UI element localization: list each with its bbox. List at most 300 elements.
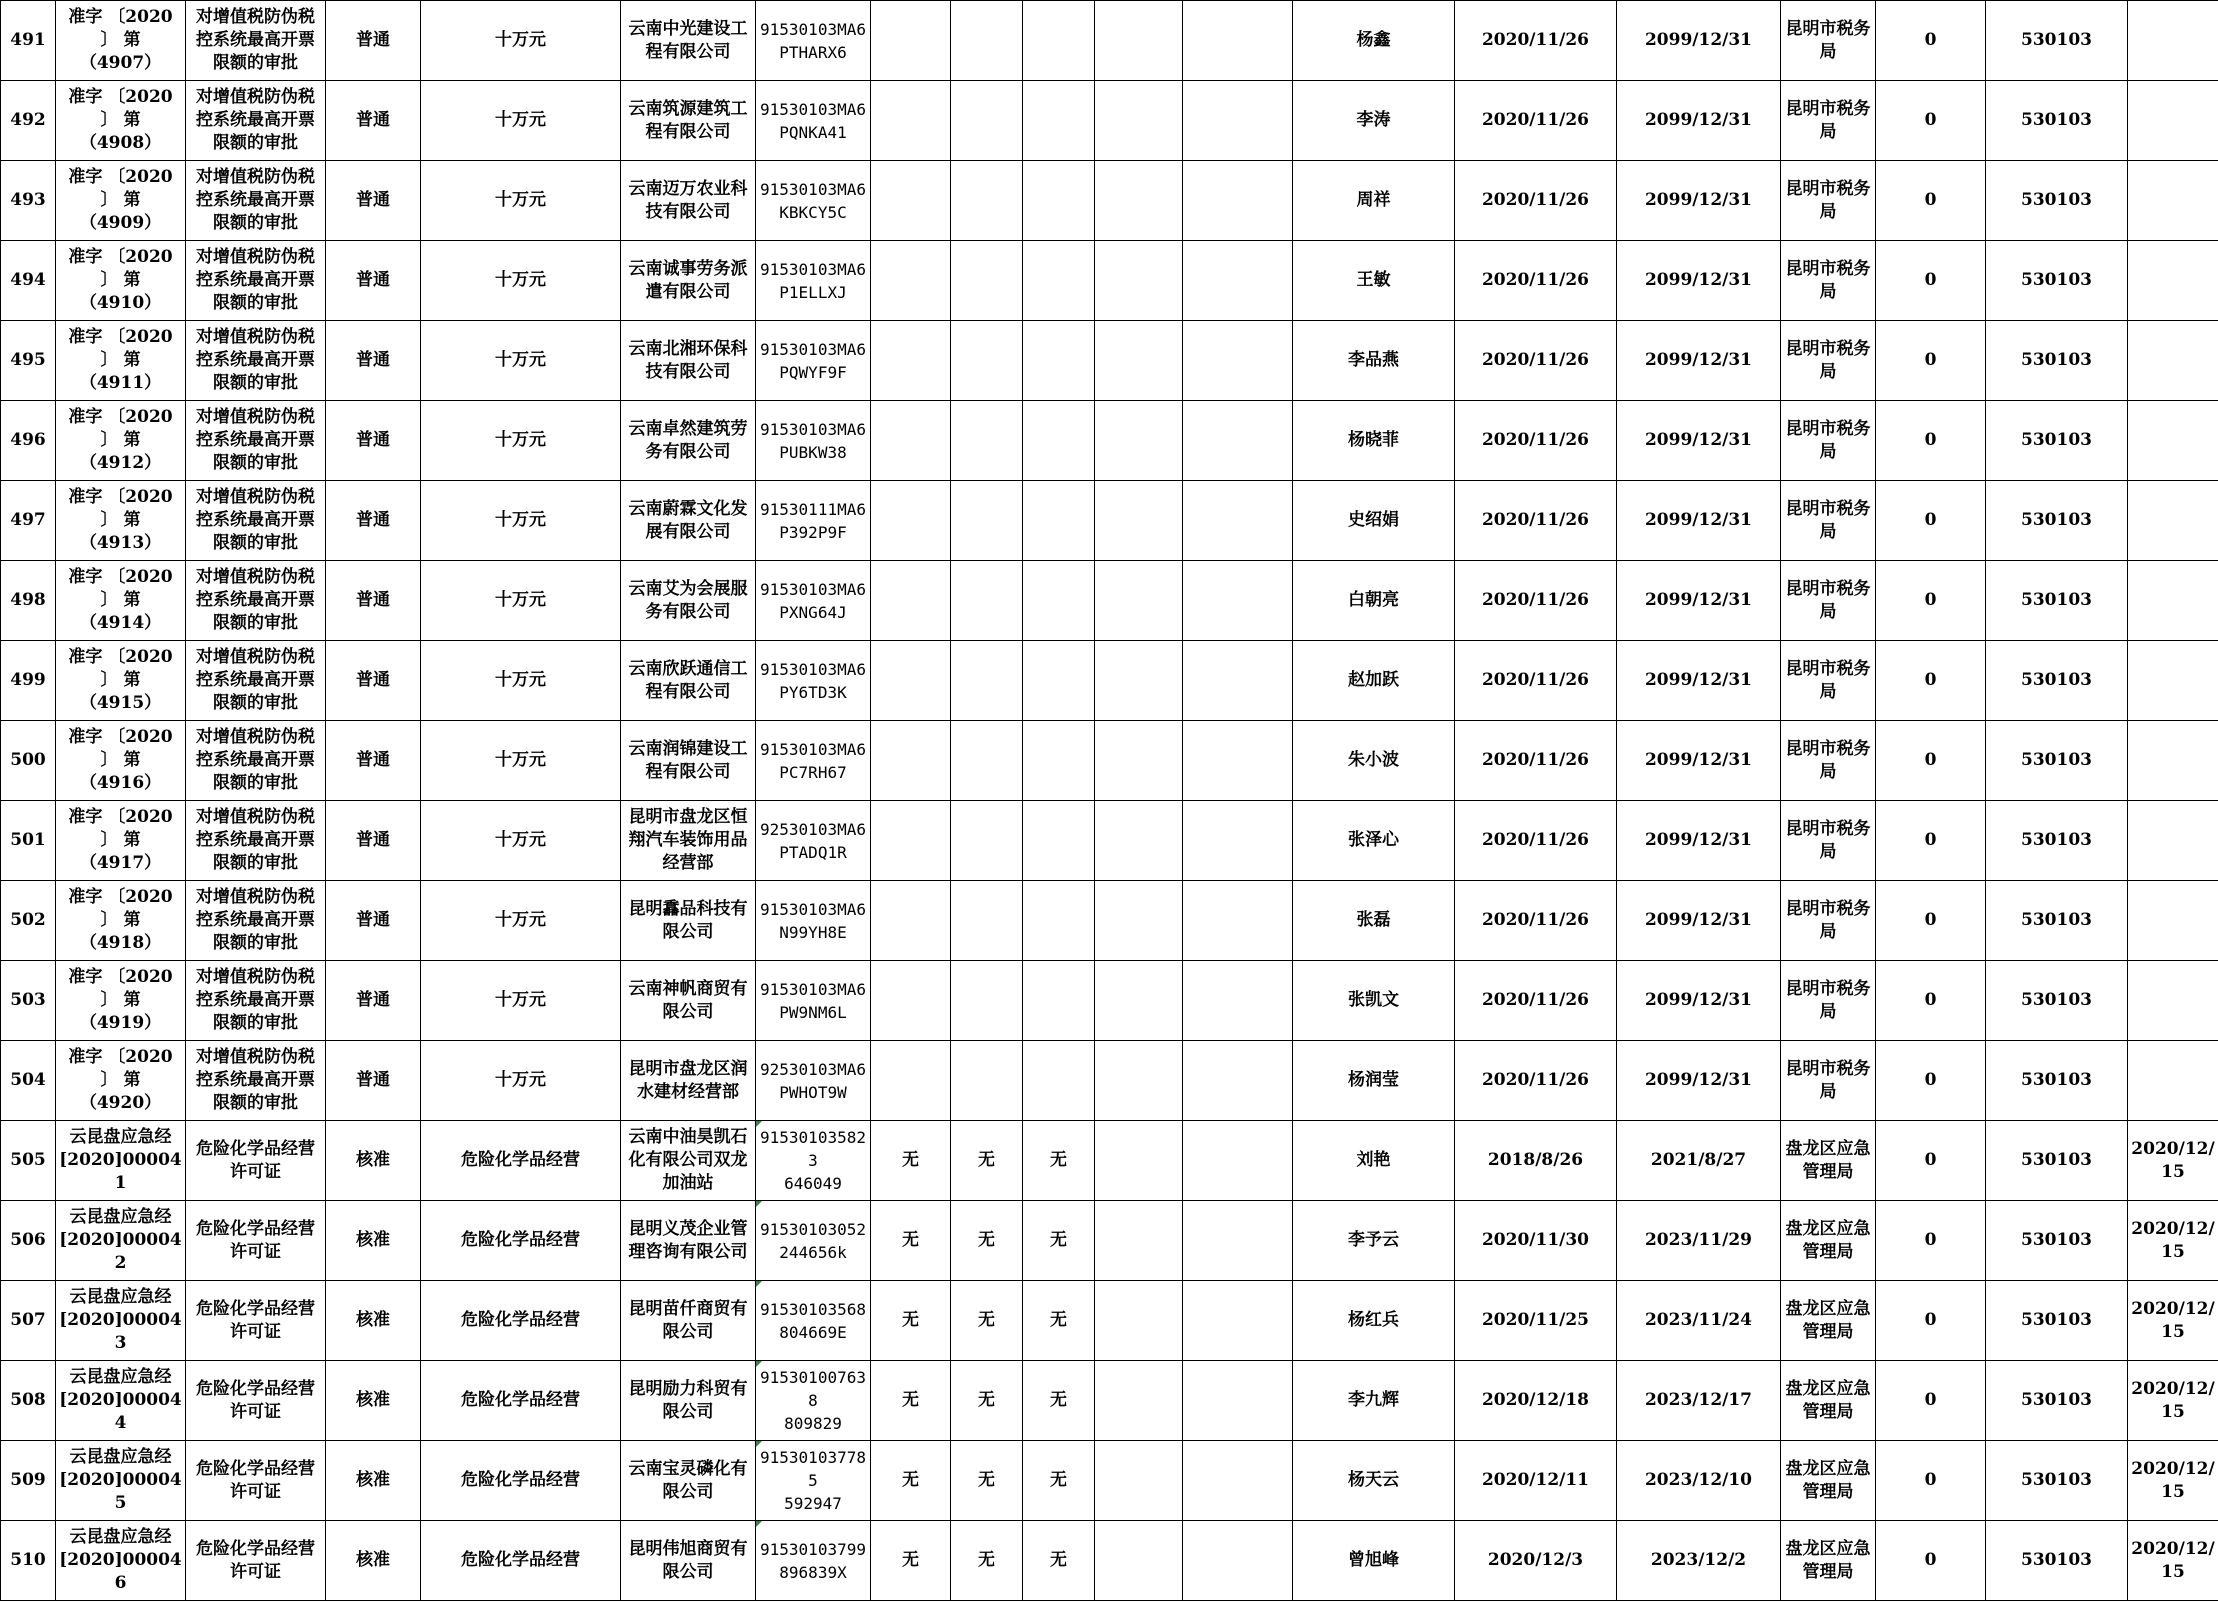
table-row (1, 1441, 2218, 1521)
cell-line: PTHARX6 (779, 42, 847, 62)
org-cell: 昆明馫品科技有限公司 (621, 881, 756, 961)
none-cell: 无 (951, 1201, 1023, 1281)
table-row (1, 481, 2218, 561)
region-code-cell: 530103 (1986, 241, 2128, 321)
empty-cell (1095, 561, 1183, 641)
table-row (1, 961, 2218, 1041)
table-row (1, 81, 2218, 161)
credit-code-cell (756, 721, 871, 801)
empty-cell (1183, 721, 1293, 801)
empty-cell (871, 561, 951, 641)
cell-line: （4914） (79, 613, 162, 633)
row-number: 499 (1, 641, 56, 721)
credit-code-cell (756, 881, 871, 961)
type-cell: 普通 (326, 1041, 421, 1121)
empty-cell (1095, 241, 1183, 321)
empty-cell (951, 401, 1023, 481)
doc-number-cell (56, 1121, 186, 1201)
empty-cell (871, 1, 951, 81)
cell-line: PWHOT9W (779, 1082, 847, 1102)
org-cell: 昆明苗仟商贸有限公司 (621, 1281, 756, 1361)
authority-cell: 昆明市税务局 (1781, 481, 1876, 561)
empty-cell (1023, 881, 1095, 961)
org-cell: 昆明义茂企业管理咨询有限公司 (621, 1201, 756, 1281)
org-cell: 云南中油昊凯石化有限公司双龙加油站 (621, 1121, 756, 1201)
credit-code-cell (756, 1521, 871, 1601)
content-cell: 十万元 (421, 81, 621, 161)
empty-cell (1183, 1441, 1293, 1521)
cell-line: （4917） (79, 853, 162, 873)
doc-number-cell (56, 801, 186, 881)
cell-line: PW9NM6L (779, 1002, 847, 1022)
content-cell: 危险化学品经营 (421, 1361, 621, 1441)
row-number: 498 (1, 561, 56, 641)
cell-line: 915301007638 (760, 1368, 866, 1410)
row-number: 507 (1, 1281, 56, 1361)
table-row (1, 1121, 2218, 1201)
empty-cell (1183, 641, 1293, 721)
credit-code-cell (756, 481, 871, 561)
cell-line: 准字 〔2020 (68, 167, 173, 187)
cell-line: 准字 〔2020 (68, 1047, 173, 1067)
item-cell: 对增值税防伪税控系统最高开票限额的审批 (186, 321, 326, 401)
cell-line: 244656k (779, 1242, 847, 1262)
credit-code-cell (756, 401, 871, 481)
status-cell: 0 (1876, 721, 1986, 801)
cell-line: 646049 (784, 1174, 842, 1193)
org-cell: 云南神帆商贸有限公司 (621, 961, 756, 1041)
empty-cell (871, 241, 951, 321)
status-cell: 0 (1876, 481, 1986, 561)
empty-cell (951, 161, 1023, 241)
row-number: 491 (1, 1, 56, 81)
doc-number-cell (56, 1281, 186, 1361)
content-cell: 十万元 (421, 641, 621, 721)
empty-cell (871, 81, 951, 161)
empty-cell (1095, 1, 1183, 81)
cell-line: （4911） (79, 373, 162, 393)
empty-cell (1023, 161, 1095, 241)
empty-cell (2128, 161, 2218, 241)
valid-from-cell: 2020/11/26 (1455, 801, 1617, 881)
cell-line: 准字 〔2020 (68, 887, 173, 907)
type-cell: 普通 (326, 561, 421, 641)
org-cell: 云南中光建设工程有限公司 (621, 1, 756, 81)
cell-line: 准字 〔2020 (68, 327, 173, 347)
valid-from-cell: 2020/11/26 (1455, 401, 1617, 481)
publish-date-cell: 2020/12/15 (2128, 1201, 2218, 1281)
empty-cell (1023, 721, 1095, 801)
content-cell: 十万元 (421, 481, 621, 561)
doc-number-cell (56, 1441, 186, 1521)
none-cell: 无 (951, 1281, 1023, 1361)
org-cell: 云南筑源建筑工程有限公司 (621, 81, 756, 161)
type-cell: 核准 (326, 1201, 421, 1281)
person-cell: 张磊 (1293, 881, 1455, 961)
content-cell: 十万元 (421, 321, 621, 401)
empty-cell (1095, 801, 1183, 881)
authority-cell: 昆明市税务局 (1781, 1041, 1876, 1121)
region-code-cell: 530103 (1986, 1, 2128, 81)
cell-line: 896839X (779, 1562, 847, 1582)
cell-line: 92530103MA6 (760, 819, 866, 839)
valid-from-cell: 2020/11/26 (1455, 481, 1617, 561)
person-cell: 周祥 (1293, 161, 1455, 241)
valid-from-cell: 2020/11/26 (1455, 241, 1617, 321)
cell-line: 915301035823 (760, 1128, 866, 1170)
status-cell: 0 (1876, 561, 1986, 641)
cell-line: 〕 第 (100, 110, 141, 130)
item-cell: 对增值税防伪税控系统最高开票限额的审批 (186, 481, 326, 561)
empty-cell (1095, 881, 1183, 961)
item-cell: 对增值税防伪税控系统最高开票限额的审批 (186, 961, 326, 1041)
cell-line: KBKCY5C (779, 202, 847, 222)
empty-cell (871, 961, 951, 1041)
table-row (1, 641, 2218, 721)
status-cell: 0 (1876, 1521, 1986, 1601)
valid-to-cell: 2021/8/27 (1617, 1121, 1781, 1201)
item-cell: 危险化学品经营许可证 (186, 1201, 326, 1281)
table-row (1, 321, 2218, 401)
valid-from-cell: 2018/8/26 (1455, 1121, 1617, 1201)
row-number: 509 (1, 1441, 56, 1521)
empty-cell (1095, 641, 1183, 721)
status-cell: 0 (1876, 401, 1986, 481)
row-number: 495 (1, 321, 56, 401)
empty-cell (2128, 801, 2218, 881)
content-cell: 十万元 (421, 1, 621, 81)
credit-code-cell (756, 641, 871, 721)
cell-line: 〕 第 (100, 750, 141, 770)
type-cell: 普通 (326, 881, 421, 961)
table-row (1, 401, 2218, 481)
region-code-cell: 530103 (1986, 81, 2128, 161)
row-number: 501 (1, 801, 56, 881)
empty-cell (1023, 801, 1095, 881)
cell-line: 准字 〔2020 (68, 247, 173, 267)
empty-cell (951, 1041, 1023, 1121)
credit-code-cell (756, 81, 871, 161)
empty-cell (1095, 1281, 1183, 1361)
empty-cell (1183, 1521, 1293, 1601)
person-cell: 赵加跃 (1293, 641, 1455, 721)
publish-date-cell: 2020/12/15 (2128, 1441, 2218, 1521)
empty-cell (2128, 1, 2218, 81)
row-number: 492 (1, 81, 56, 161)
table-row (1, 1041, 2218, 1121)
cell-line: 91530103MA6 (760, 979, 866, 999)
status-cell: 0 (1876, 641, 1986, 721)
cell-line: 〕 第 (100, 350, 141, 370)
item-cell: 危险化学品经营许可证 (186, 1281, 326, 1361)
authority-cell: 昆明市税务局 (1781, 241, 1876, 321)
authority-cell: 昆明市税务局 (1781, 881, 1876, 961)
cell-line: 915301037785 (760, 1448, 866, 1490)
cell-line: 云昆盘应急经 (69, 1127, 172, 1147)
cell-line: PQWYF9F (779, 362, 847, 382)
none-cell: 无 (871, 1121, 951, 1201)
region-code-cell: 530103 (1986, 321, 2128, 401)
empty-cell (1095, 1041, 1183, 1121)
credit-code-cell (756, 961, 871, 1041)
publish-date-cell: 2020/12/15 (2128, 1281, 2218, 1361)
empty-cell (1183, 81, 1293, 161)
table-row (1, 721, 2218, 801)
authority-cell: 昆明市税务局 (1781, 81, 1876, 161)
none-cell: 无 (951, 1441, 1023, 1521)
cell-line: [2020]000043 (59, 1310, 182, 1353)
person-cell: 李涛 (1293, 81, 1455, 161)
authority-cell: 盘龙区应急管理局 (1781, 1521, 1876, 1601)
empty-cell (1183, 1361, 1293, 1441)
publish-date-cell: 2020/12/15 (2128, 1121, 2218, 1201)
org-cell: 云南润锦建设工程有限公司 (621, 721, 756, 801)
empty-cell (951, 1, 1023, 81)
cell-line: 〕 第 (100, 670, 141, 690)
empty-cell (951, 721, 1023, 801)
status-cell: 0 (1876, 321, 1986, 401)
region-code-cell: 530103 (1986, 1201, 2128, 1281)
table-row (1, 881, 2218, 961)
person-cell: 杨鑫 (1293, 1, 1455, 81)
doc-number-cell (56, 881, 186, 961)
empty-cell (1183, 241, 1293, 321)
cell-line: 91530103MA6 (760, 579, 866, 599)
table-row (1, 561, 2218, 641)
type-cell: 核准 (326, 1441, 421, 1521)
org-cell: 云南北湘环保科技有限公司 (621, 321, 756, 401)
item-cell: 对增值税防伪税控系统最高开票限额的审批 (186, 881, 326, 961)
credit-code-cell (756, 161, 871, 241)
authority-cell: 盘龙区应急管理局 (1781, 1361, 1876, 1441)
none-cell: 无 (1023, 1361, 1095, 1441)
cell-line: PXNG64J (779, 602, 847, 622)
cell-line: [2020]000046 (59, 1550, 182, 1593)
none-cell: 无 (871, 1441, 951, 1521)
valid-to-cell: 2099/12/31 (1617, 641, 1781, 721)
doc-number-cell (56, 321, 186, 401)
cell-line: 〕 第 (100, 30, 141, 50)
credit-code-cell (756, 561, 871, 641)
empty-cell (1095, 481, 1183, 561)
empty-cell (1023, 81, 1095, 161)
cell-line: 91530103MA6 (760, 659, 866, 679)
none-cell: 无 (871, 1201, 951, 1281)
cell-line: [2020]000044 (59, 1390, 182, 1433)
valid-to-cell: 2023/11/24 (1617, 1281, 1781, 1361)
doc-number-cell (56, 1521, 186, 1601)
cell-line: 〕 第 (100, 830, 141, 850)
person-cell: 刘艳 (1293, 1121, 1455, 1201)
cell-line: 〕 第 (100, 590, 141, 610)
row-number: 496 (1, 401, 56, 481)
cell-line: P1ELLXJ (779, 282, 847, 302)
cell-line: （4916） (79, 773, 162, 793)
valid-from-cell: 2020/11/26 (1455, 561, 1617, 641)
valid-to-cell: 2099/12/31 (1617, 721, 1781, 801)
org-cell: 云南蔚霖文化发展有限公司 (621, 481, 756, 561)
cell-line: （4920） (79, 1093, 162, 1113)
region-code-cell: 530103 (1986, 1121, 2128, 1201)
none-cell: 无 (1023, 1441, 1095, 1521)
type-cell: 普通 (326, 801, 421, 881)
doc-number-cell (56, 241, 186, 321)
type-cell: 普通 (326, 641, 421, 721)
table-row (1, 161, 2218, 241)
cell-line: 〕 第 (100, 510, 141, 530)
valid-from-cell: 2020/11/25 (1455, 1281, 1617, 1361)
authority-cell: 昆明市税务局 (1781, 801, 1876, 881)
row-number: 510 (1, 1521, 56, 1601)
item-cell: 对增值税防伪税控系统最高开票限额的审批 (186, 401, 326, 481)
empty-cell (2128, 721, 2218, 801)
item-cell: 对增值税防伪税控系统最高开票限额的审批 (186, 801, 326, 881)
row-number: 502 (1, 881, 56, 961)
org-cell: 昆明伟旭商贸有限公司 (621, 1521, 756, 1601)
empty-cell (1023, 321, 1095, 401)
valid-to-cell: 2099/12/31 (1617, 241, 1781, 321)
cell-line: （4915） (79, 693, 162, 713)
table-row (1, 1521, 2218, 1601)
empty-cell (951, 241, 1023, 321)
cell-line: 91530103MA6 (760, 179, 866, 199)
valid-from-cell: 2020/12/11 (1455, 1441, 1617, 1521)
empty-cell (2128, 561, 2218, 641)
empty-cell (2128, 321, 2218, 401)
item-cell: 对增值税防伪税控系统最高开票限额的审批 (186, 161, 326, 241)
table-row (1, 1281, 2218, 1361)
empty-cell (871, 881, 951, 961)
empty-cell (1095, 401, 1183, 481)
cell-line: 云昆盘应急经 (69, 1367, 172, 1387)
type-cell: 普通 (326, 81, 421, 161)
person-cell: 杨润莹 (1293, 1041, 1455, 1121)
person-cell: 王敏 (1293, 241, 1455, 321)
region-code-cell: 530103 (1986, 881, 2128, 961)
empty-cell (1095, 321, 1183, 401)
empty-cell (1183, 1281, 1293, 1361)
empty-cell (1183, 1, 1293, 81)
authority-cell: 昆明市税务局 (1781, 1, 1876, 81)
doc-number-cell (56, 1201, 186, 1281)
permit-table-body (1, 1, 2218, 1601)
cell-line: 准字 〔2020 (68, 967, 173, 987)
cell-line: 〕 第 (100, 990, 141, 1010)
region-code-cell: 530103 (1986, 961, 2128, 1041)
valid-from-cell: 2020/11/26 (1455, 321, 1617, 401)
org-cell: 云南卓然建筑劳务有限公司 (621, 401, 756, 481)
cell-line: （4910） (79, 293, 162, 313)
row-number: 500 (1, 721, 56, 801)
person-cell: 杨晓菲 (1293, 401, 1455, 481)
item-cell: 对增值税防伪税控系统最高开票限额的审批 (186, 1041, 326, 1121)
cell-line: 〕 第 (100, 910, 141, 930)
empty-cell (1095, 81, 1183, 161)
authority-cell: 昆明市税务局 (1781, 721, 1876, 801)
content-cell: 十万元 (421, 161, 621, 241)
status-cell: 0 (1876, 801, 1986, 881)
cell-line: PY6TD3K (779, 682, 847, 702)
person-cell: 张凯文 (1293, 961, 1455, 1041)
credit-code-cell (756, 1281, 871, 1361)
authority-cell: 盘龙区应急管理局 (1781, 1121, 1876, 1201)
credit-code-cell (756, 1441, 871, 1521)
cell-line: 91530103568 (760, 1299, 866, 1319)
empty-cell (1183, 1121, 1293, 1201)
cell-line: 准字 〔2020 (68, 7, 173, 27)
cell-line: 91530103052 (760, 1219, 866, 1239)
cell-line: N99YH8E (779, 922, 847, 942)
cell-line: 准字 〔2020 (68, 487, 173, 507)
cell-line: （4912） (79, 453, 162, 473)
empty-cell (871, 481, 951, 561)
person-cell: 李九辉 (1293, 1361, 1455, 1441)
content-cell: 十万元 (421, 561, 621, 641)
status-cell: 0 (1876, 1, 1986, 81)
person-cell: 张泽心 (1293, 801, 1455, 881)
empty-cell (1183, 481, 1293, 561)
type-cell: 普通 (326, 481, 421, 561)
empty-cell (951, 961, 1023, 1041)
valid-from-cell: 2020/11/26 (1455, 1, 1617, 81)
empty-cell (1095, 721, 1183, 801)
item-cell: 对增值税防伪税控系统最高开票限额的审批 (186, 721, 326, 801)
doc-number-cell (56, 81, 186, 161)
authority-cell: 昆明市税务局 (1781, 401, 1876, 481)
empty-cell (1183, 1041, 1293, 1121)
none-cell: 无 (1023, 1121, 1095, 1201)
cell-line: 91530103MA6 (760, 899, 866, 919)
row-number: 493 (1, 161, 56, 241)
empty-cell (871, 641, 951, 721)
empty-cell (871, 321, 951, 401)
row-number: 508 (1, 1361, 56, 1441)
credit-code-cell (756, 1041, 871, 1121)
empty-cell (951, 561, 1023, 641)
cell-line: 91530103MA6 (760, 259, 866, 279)
cell-line: PTADQ1R (779, 842, 847, 862)
table-row (1, 1201, 2218, 1281)
content-cell: 危险化学品经营 (421, 1521, 621, 1601)
valid-to-cell: 2099/12/31 (1617, 161, 1781, 241)
cell-line: 云昆盘应急经 (69, 1447, 172, 1467)
empty-cell (951, 881, 1023, 961)
publish-date-cell: 2020/12/15 (2128, 1521, 2218, 1601)
doc-number-cell (56, 401, 186, 481)
credit-code-cell (756, 1361, 871, 1441)
empty-cell (1095, 161, 1183, 241)
item-cell: 对增值税防伪税控系统最高开票限额的审批 (186, 561, 326, 641)
valid-from-cell: 2020/11/26 (1455, 961, 1617, 1041)
doc-number-cell (56, 721, 186, 801)
empty-cell (1183, 561, 1293, 641)
empty-cell (1095, 1121, 1183, 1201)
authority-cell: 盘龙区应急管理局 (1781, 1281, 1876, 1361)
empty-cell (1183, 401, 1293, 481)
cell-line: 准字 〔2020 (68, 567, 173, 587)
cell-line: 91530103MA6 (760, 739, 866, 759)
cell-line: 〕 第 (100, 270, 141, 290)
item-cell: 对增值税防伪税控系统最高开票限额的审批 (186, 81, 326, 161)
cell-line: 91530103MA6 (760, 419, 866, 439)
none-cell: 无 (1023, 1281, 1095, 1361)
region-code-cell: 530103 (1986, 1521, 2128, 1601)
type-cell: 核准 (326, 1121, 421, 1201)
cell-line: （4918） (79, 933, 162, 953)
cell-line: 592947 (784, 1494, 842, 1513)
doc-number-cell (56, 1041, 186, 1121)
cell-line: 91530103MA6 (760, 339, 866, 359)
